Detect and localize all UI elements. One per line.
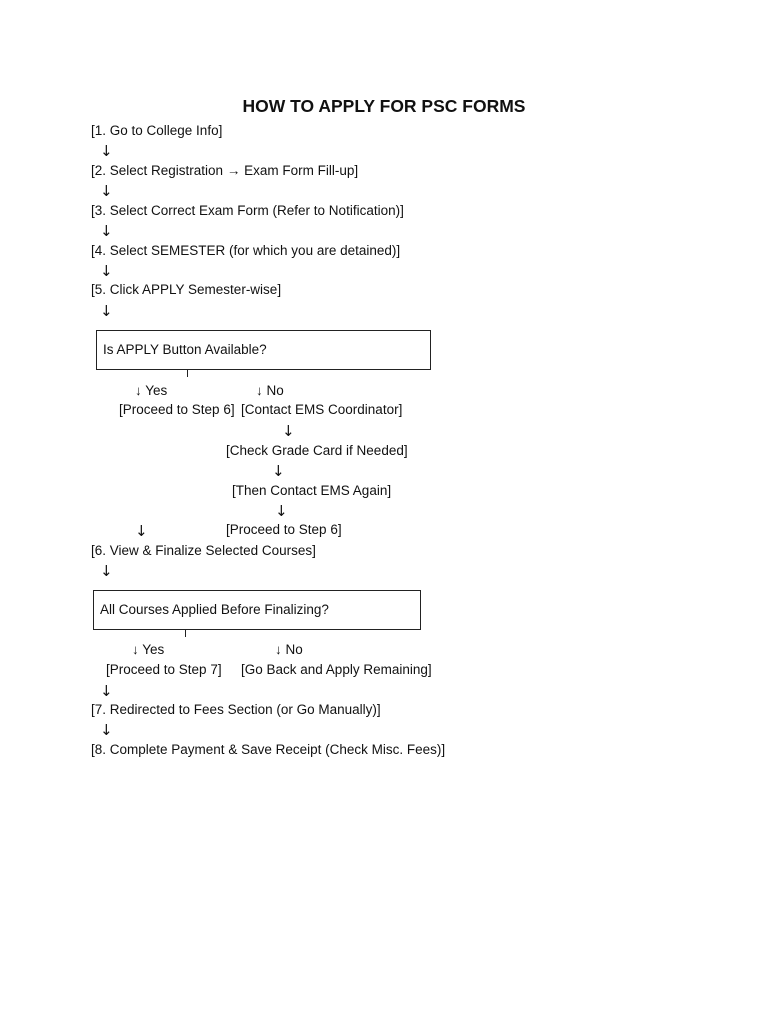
decision-1-no-step-1: [Contact EMS Coordinator]	[241, 402, 403, 417]
decision-2-no-action: [Go Back and Apply Remaining]	[241, 662, 432, 677]
down-arrow-icon: ↓	[100, 721, 113, 739]
step-5: [5. Click APPLY Semester-wise]	[91, 282, 282, 297]
decision-2-no-label: ↓ No	[275, 642, 303, 657]
decision-2-yes-label: ↓ Yes	[132, 642, 165, 657]
decision-1-no-step-2: [Check Grade Card if Needed]	[226, 443, 408, 458]
decision-1-no-label: ↓ No	[256, 383, 284, 398]
decision-box-2-connector	[185, 629, 186, 637]
decision-box-1-connector	[187, 369, 188, 377]
step-6: [6. View & Finalize Selected Courses]	[91, 543, 316, 558]
step-8: [8. Complete Payment & Save Receipt (Check Misc. Fees)]	[91, 742, 446, 757]
down-arrow-icon: ↓	[282, 422, 295, 440]
down-arrow-icon: ↓	[100, 182, 113, 200]
decision-1-no-step-4: [Proceed to Step 6]	[226, 522, 342, 537]
decision-2-yes-action: [Proceed to Step 7]	[106, 662, 222, 677]
decision-1-no-step-3: [Then Contact EMS Again]	[232, 483, 392, 498]
down-arrow-icon: ↓	[135, 522, 148, 540]
decision-1-yes-action: [Proceed to Step 6]	[119, 402, 235, 417]
decision-1-question: Is APPLY Button Available?	[103, 342, 267, 357]
down-arrow-icon: ↓	[100, 682, 113, 700]
step-7: [7. Redirected to Fees Section (or Go Manually)]	[91, 702, 381, 717]
down-arrow-icon: ↓	[100, 222, 113, 240]
decision-2-question: All Courses Applied Before Finalizing?	[100, 602, 329, 617]
decision-1-yes-label: ↓ Yes	[135, 383, 168, 398]
step-4: [4. Select SEMESTER (for which you are detained)]	[91, 243, 401, 258]
step-3: [3. Select Correct Exam Form (Refer to Notification)]	[91, 203, 404, 218]
page-title: HOW TO APPLY FOR PSC FORMS	[242, 96, 526, 116]
down-arrow-icon: ↓	[272, 462, 285, 480]
down-arrow-icon: ↓	[100, 262, 113, 280]
down-arrow-icon: ↓	[100, 142, 113, 160]
down-arrow-icon: ↓	[100, 302, 113, 320]
step-2: [2. Select Registration → Exam Form Fill-up]	[91, 163, 359, 178]
down-arrow-icon: ↓	[275, 502, 288, 520]
step-1: [1. Go to College Info]	[91, 123, 223, 138]
down-arrow-icon: ↓	[100, 562, 113, 580]
